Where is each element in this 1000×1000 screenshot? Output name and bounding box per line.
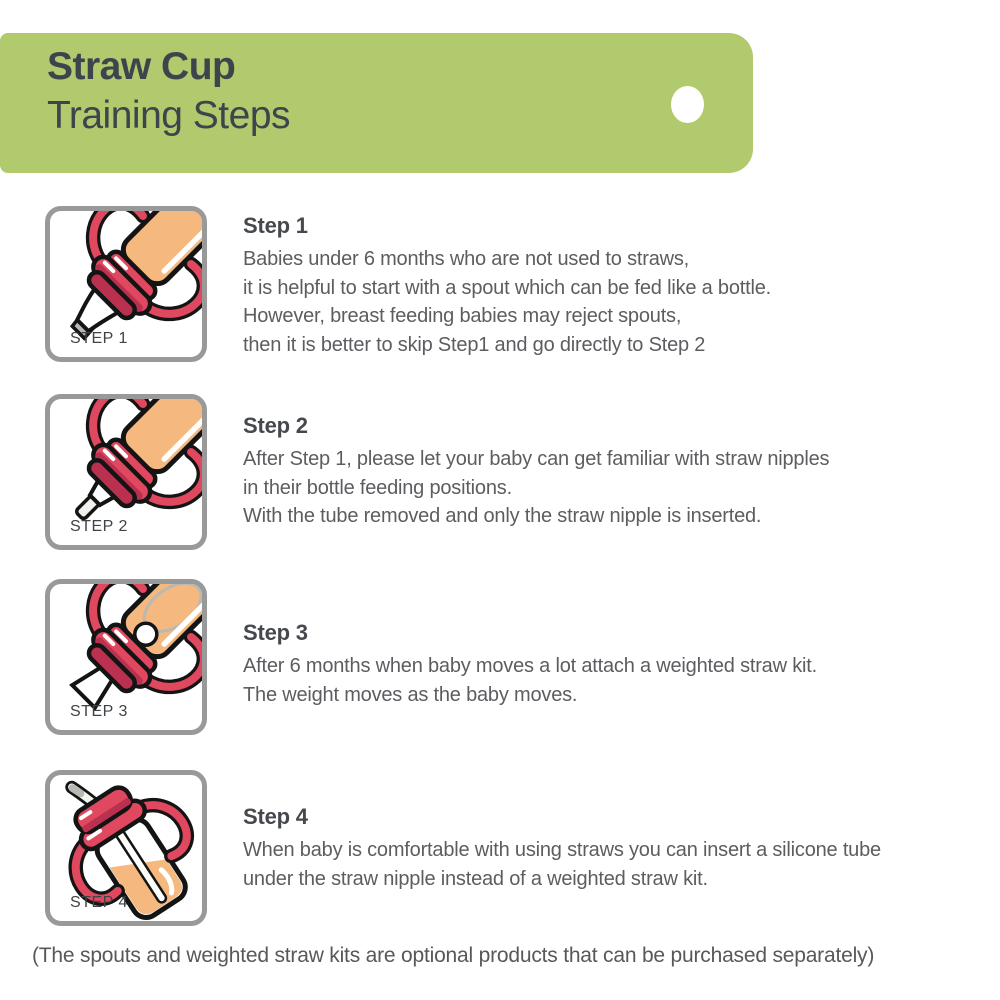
header-banner (0, 33, 753, 173)
step-description-line: After Step 1, please let your baby can get familiar with straw nipples (243, 448, 830, 470)
step-description-line: under the straw nipple instead of a weighted straw kit. (243, 867, 708, 890)
step4-illustration-box (45, 770, 207, 926)
step-description-line: With the tube removed and only the straw nipple is inserted. (243, 505, 762, 528)
step-label: STEP 4 (70, 894, 128, 911)
step-description-line: However, breast feeding babies may reject spouts, (243, 305, 682, 328)
optional-products-note: (The spouts and weighted straw kits are optional products that can be purchased separately) (32, 944, 875, 967)
step-label: STEP 2 (70, 518, 128, 535)
hang-hole-circle (671, 86, 704, 123)
step1-text-block (243, 213, 771, 359)
step-description-line: The weight moves as the baby moves. (243, 683, 578, 706)
page-title (47, 42, 290, 140)
step4-text-block (243, 804, 881, 893)
step2-illustration-box (45, 394, 207, 550)
step-title: Step 3 (243, 620, 308, 645)
step-description-line: it is helpful to start with a spout which can be fed like a bottle. (243, 276, 772, 299)
page-title-line1: Straw Cup (47, 45, 236, 88)
step1-illustration-box (45, 206, 207, 362)
step-description-line: in their bottle feeding positions. (243, 476, 512, 499)
step-description-line: Babies under 6 months who are not used to straws, (243, 248, 690, 270)
step2-text-block (243, 413, 829, 531)
step-label: STEP 3 (70, 703, 128, 720)
step3-illustration-box (45, 579, 207, 735)
step-title: Step 1 (243, 213, 308, 238)
step-description-line: then it is better to skip Step1 and go directly to Step 2 (243, 333, 706, 356)
step-title: Step 4 (243, 804, 308, 829)
step3-text-block (243, 620, 817, 709)
page-title-line2: Training Steps (47, 94, 291, 137)
step-description-line: After 6 months when baby moves a lot attach a weighted straw kit. (243, 655, 817, 677)
step-label: STEP 1 (70, 330, 128, 347)
step-title: Step 2 (243, 413, 308, 438)
step-description-line: When baby is comfortable with using straws you can insert a silicone tube (243, 839, 881, 861)
